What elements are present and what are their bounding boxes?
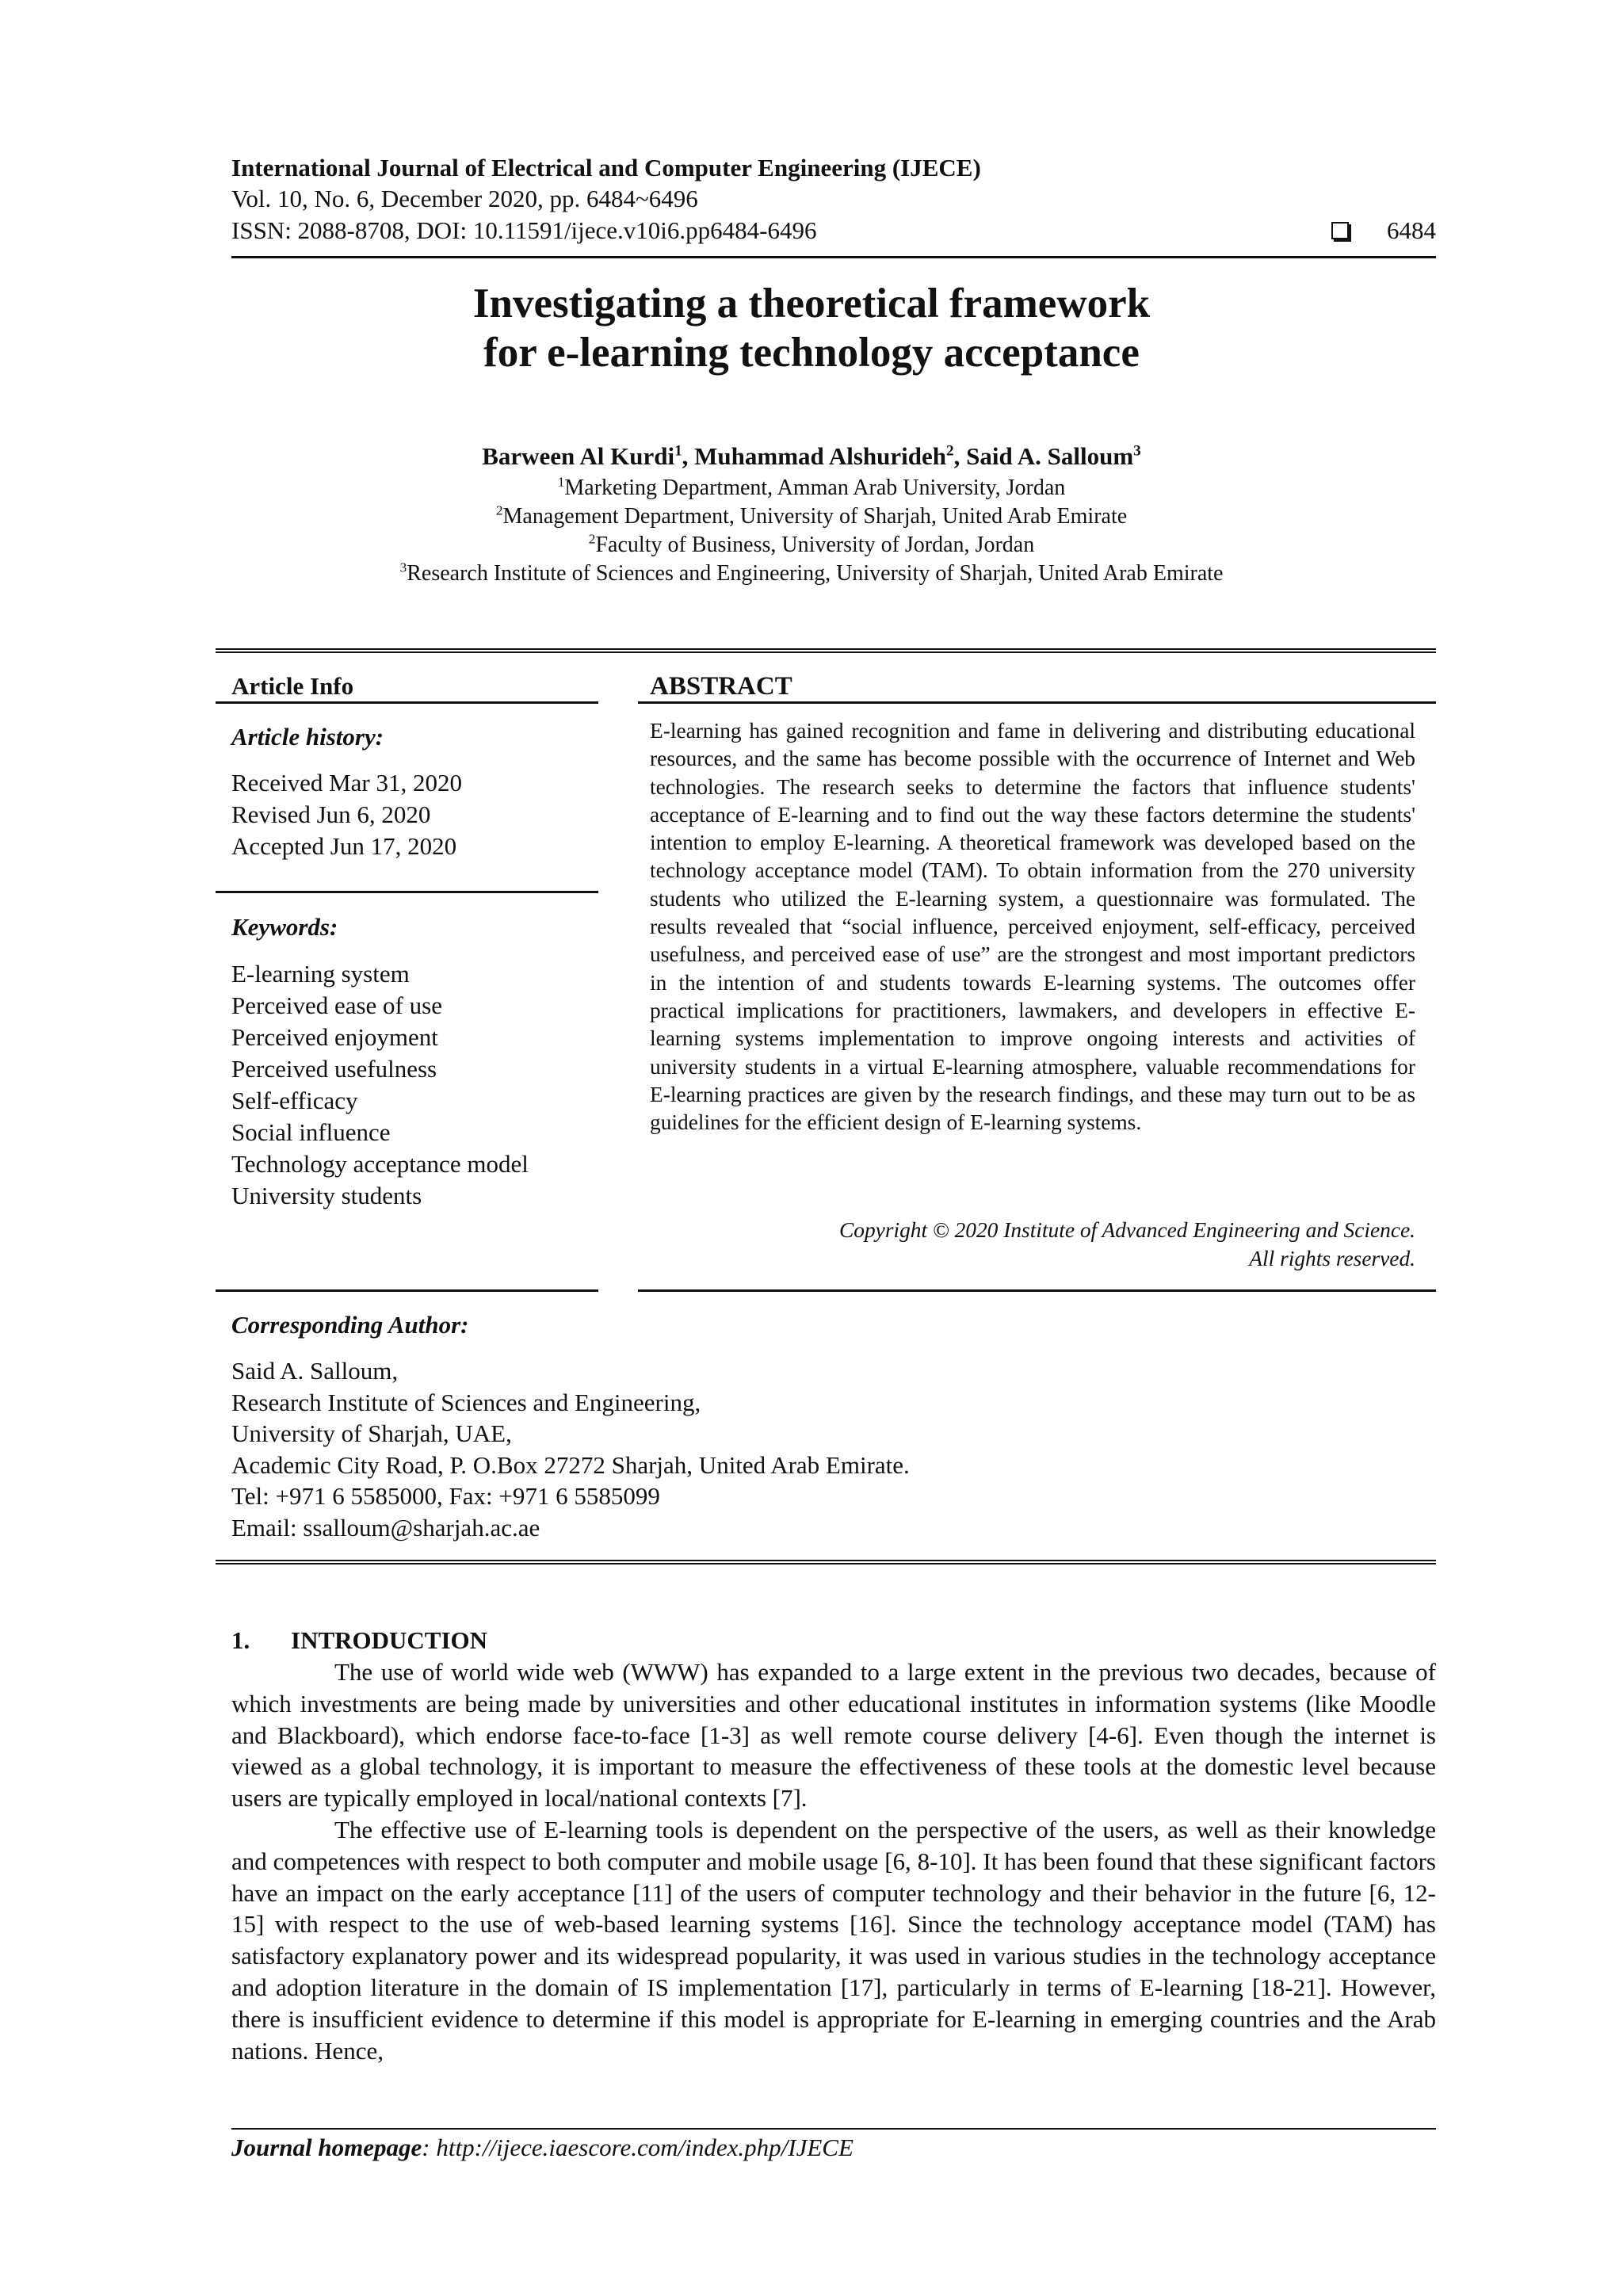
author-sup: 1: [674, 442, 682, 460]
affiliation-list: [0, 474, 1623, 588]
author-sup: 2: [946, 442, 954, 460]
copyright-notice: [650, 1216, 1415, 1273]
affiliation-sup: 3: [399, 560, 407, 575]
history-item: Revised Jun 6, 2020: [231, 800, 431, 828]
corresponding-line: Tel: +971 6 5585000, Fax: +971 6 5585099: [231, 1482, 660, 1510]
keyword-item: Self-efficacy: [231, 1087, 358, 1114]
history-item: Received Mar 31, 2020: [231, 769, 462, 797]
infobox-top-rule: [216, 648, 1436, 653]
copyright-line-2: All rights reserved.: [1249, 1247, 1415, 1270]
keyword-item: E-learning system: [231, 960, 410, 988]
infobox-bottom-rule: [216, 1560, 1436, 1564]
affiliation-sup: 2: [495, 502, 503, 518]
article-history-list: [231, 767, 462, 862]
author-name: Said A. Salloum: [966, 442, 1134, 470]
keyword-item: Perceived enjoyment: [231, 1023, 438, 1051]
paragraph: The use of world wide web (WWW) has expanded to a large extent in the previous two decades, because of which investments are being made by universities and other educational institutes in information systems (like Moodle and Blackboard), which endorse face-to-face [1-3] as well remote course delivery [4-6]. Even though the internet is viewed as a global technology, it is important to measure the effectiveness of these tools at the domestic level because users are typically employed in local/national contexts [7].: [231, 1658, 1436, 1813]
corresponding-author-block: [231, 1355, 910, 1543]
affiliation: [0, 531, 1623, 560]
abstract-text: E-learning has gained recognition and fame in delivering and distributing educational resources, and the same has become possible with the occurrence of Internet and Web technologies. The research seeks to determine the factors that influence students' acceptance of E-learning and to find out the way these factors determine the students' intention to employ E-learning. A theoretical framework was developed based on the technology acceptance model (TAM). To obtain information from the 270 university students who utilized the E-learning system, a questionnaire was formulated. The results revealed that “social influence, perceived enjoyment, self-efficacy, perceived usefulness, and perceived ease of use” are the strongest and most important predictors in the intention of and students towards E-learning systems. The outcomes offer practical implications for practitioners, lawmakers, and developers in effective E-learning systems implementation to improve ongoing interests and activities of university students in a virtual E-learning atmosphere, valuable recommendations for E-learning practices are given by the research findings, and these may turn out to be as guidelines for the efficient design of E-learning systems.: [650, 719, 1415, 1135]
paragraph: The effective use of E-learning tools is dependent on the perspective of the users, as well as their knowledge and competences with respect to both computer and mobile usage [6, 8-10]. It has been found that these significant factors have an impact on the early acceptance [11] of the users of computer technology and their behavior in the future [6, 12-15] with respect to the use of web-based learning systems [16]. Since the technology acceptance model (TAM) has satisfactory explanatory power and its widespread popularity, it was used in various studies in the technology acceptance and adoption literature in the domain of IS implementation [17], particularly in terms of E-learning [18-21]. However, there is insufficient evidence to determine if this model is appropriate for E-learning in emerging countries and the Arab nations. Hence,: [231, 1815, 1436, 2065]
author-sup: 3: [1133, 442, 1141, 460]
author-sep: ,: [953, 442, 967, 470]
affiliation-text: Management Department, University of Sharjah, United Arab Emirate: [502, 504, 1128, 529]
paper-title-line-1: Investigating a theoretical framework: [472, 281, 1151, 327]
header-rule: [231, 256, 1436, 258]
checkbox-square-icon: [1331, 222, 1349, 239]
affiliation: [0, 560, 1623, 588]
author: [966, 442, 1141, 470]
keyword-item: Perceived ease of use: [231, 991, 442, 1019]
journal-header: [231, 153, 1436, 246]
author: [482, 442, 694, 470]
author: [694, 442, 966, 470]
keyword-item: Technology acceptance model: [231, 1150, 529, 1178]
abstract-bottom-rule: [638, 1289, 1436, 1292]
keywords-heading: Keywords:: [231, 913, 338, 941]
article-history-heading: Article history:: [231, 723, 384, 751]
corresponding-line: Research Institute of Sciences and Engineering,: [231, 1388, 701, 1416]
keywords-bottom-rule: [216, 1289, 598, 1292]
journal-issn: ISSN: 2088-8708, DOI: 10.11591/ijece.v10i6.pp6484-6496: [231, 216, 817, 244]
corresponding-line: Academic City Road, P. O.Box 27272 Sharjah, United Arab Emirate.: [231, 1450, 910, 1479]
author-name: Barween Al Kurdi: [482, 442, 675, 470]
author-sep: ,: [682, 442, 695, 470]
footer-label: Journal homepage: [231, 2134, 422, 2161]
keyword-list: [231, 958, 529, 1212]
page-number: 6484: [1387, 216, 1436, 244]
affiliation-sup: 1: [557, 474, 565, 490]
affiliation: [0, 474, 1623, 502]
author-list: [0, 441, 1623, 472]
journal-volume: Vol. 10, No. 6, December 2020, pp. 6484~6496: [231, 185, 698, 212]
affiliation-text: Marketing Department, Amman Arab University, Jordan: [564, 476, 1066, 500]
introduction-body: [231, 1656, 1436, 2066]
keyword-item: Perceived usefulness: [231, 1055, 437, 1083]
journal-homepage-link[interactable]: : http://ijece.iaescore.com/index.php/IJECE: [422, 2134, 854, 2161]
corresponding-email: Email: ssalloum@sharjah.ac.ae: [231, 1513, 540, 1541]
footer-rule: [231, 2128, 1436, 2130]
journal-homepage-footer: [231, 2132, 854, 2164]
affiliation-sup: 2: [588, 531, 596, 547]
page-number-box: [1331, 215, 1436, 246]
history-item: Accepted Jun 17, 2020: [231, 832, 457, 860]
affiliation-text: Faculty of Business, University of Jordan, Jordan: [595, 533, 1035, 557]
corresponding-line: University of Sharjah, UAE,: [231, 1419, 512, 1447]
keyword-item: University students: [231, 1182, 422, 1209]
keywords-rule: [216, 891, 598, 893]
corresponding-author-heading: Corresponding Author:: [231, 1311, 469, 1339]
section-number: 1.: [231, 1626, 250, 1654]
article-info-heading: Article Info: [231, 672, 354, 700]
corresponding-line: Said A. Salloum,: [231, 1357, 399, 1385]
abstract-heading: ABSTRACT: [650, 672, 792, 701]
author-name: Muhammad Alshurideh: [694, 442, 946, 470]
journal-issn-row: [231, 215, 1436, 246]
paper-title-line-2: for e-learning technology acceptance: [483, 330, 1140, 376]
keyword-item: Social influence: [231, 1118, 391, 1146]
affiliation-text: Research Institute of Sciences and Engineering, University of Sharjah, United Arab Emirate: [407, 561, 1224, 586]
journal-title: International Journal of Electrical and Computer Engineering (IJECE): [231, 154, 981, 181]
introduction-heading: [231, 1625, 487, 1656]
copyright-line-1: Copyright © 2020 Institute of Advanced Engineering and Science.: [839, 1218, 1415, 1242]
section-title: INTRODUCTION: [291, 1626, 488, 1654]
paper-title: [0, 279, 1623, 377]
affiliation: [0, 502, 1623, 531]
